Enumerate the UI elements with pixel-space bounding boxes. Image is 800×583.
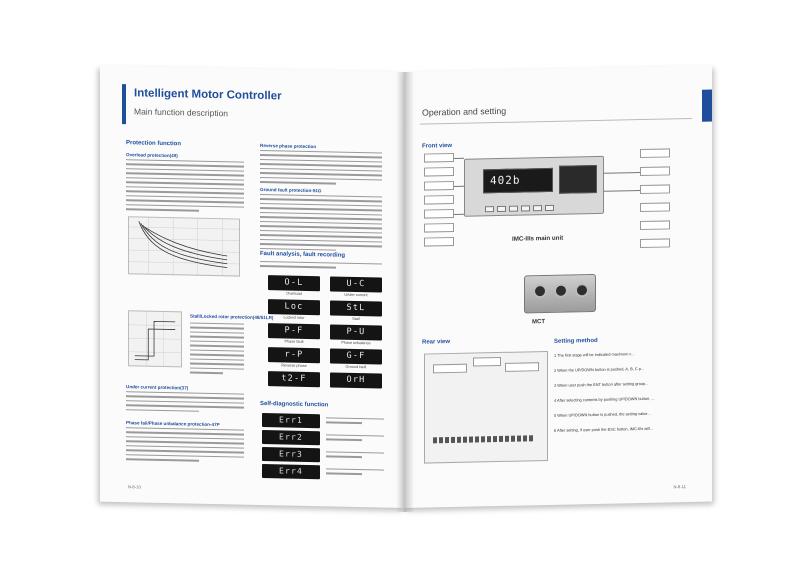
fault-code-caption: Reverse phase bbox=[281, 363, 307, 368]
setting-step: 3 When user push the ENT button after setting group... bbox=[554, 380, 649, 388]
callout-label bbox=[433, 364, 467, 374]
mct-label: MCT bbox=[532, 319, 545, 326]
fault-code-caption: Phase unbalance bbox=[341, 340, 371, 346]
callout-label bbox=[640, 238, 670, 248]
callout-label bbox=[424, 153, 454, 163]
accent-bar bbox=[122, 84, 126, 124]
main-display bbox=[483, 168, 553, 193]
setting-step: 1 The first stage will be indicated maximum c... bbox=[554, 351, 635, 358]
section-heading: Fault analysis, fault recording bbox=[260, 250, 346, 259]
subsection-heading: Ground fault protection-51G bbox=[260, 186, 322, 194]
imc-main-unit-front bbox=[464, 156, 604, 217]
callout-label bbox=[640, 202, 670, 212]
fault-code-caption: Stall bbox=[352, 316, 360, 322]
body-text bbox=[190, 323, 244, 378]
mct-device bbox=[524, 274, 596, 314]
fault-code-caption bbox=[326, 388, 386, 389]
callout-label bbox=[640, 220, 670, 230]
fault-code-display: U-C bbox=[330, 276, 382, 292]
fault-code-caption: Under current bbox=[344, 292, 368, 298]
callout-label bbox=[424, 209, 454, 219]
section-heading: Rear view bbox=[422, 339, 451, 346]
display-value: 402b bbox=[490, 173, 521, 188]
callout-label bbox=[424, 237, 454, 247]
page-subtitle: Main function description bbox=[134, 106, 229, 119]
diagnostic-code-display: Err2 bbox=[262, 430, 320, 445]
callout-label bbox=[640, 184, 670, 194]
body-text bbox=[260, 261, 382, 273]
body-text bbox=[260, 150, 382, 188]
fault-code-display: OrH bbox=[330, 372, 382, 388]
terminal-block bbox=[433, 428, 535, 448]
mct-hole bbox=[575, 283, 589, 297]
fault-code-display: t2-F bbox=[268, 371, 320, 387]
setting-step: 5 When UP/DOWN button is pushed, the setting value... bbox=[554, 410, 651, 418]
indicator-panel bbox=[559, 165, 597, 194]
leader-line bbox=[454, 186, 464, 187]
front-buttons bbox=[485, 198, 557, 218]
fault-code-display: P-F bbox=[268, 323, 320, 339]
fault-code-caption bbox=[264, 387, 324, 388]
right-page bbox=[404, 66, 712, 508]
callout-label bbox=[640, 166, 670, 176]
fault-code-caption: Locked rotor bbox=[283, 315, 305, 320]
divider bbox=[420, 118, 692, 125]
fault-code-display: StL bbox=[330, 300, 382, 316]
fault-code-display: G-F bbox=[330, 348, 382, 364]
mct-hole bbox=[554, 284, 568, 298]
section-heading: Self-diagnostic function bbox=[260, 400, 329, 409]
page-title: Operation and setting bbox=[422, 105, 507, 118]
body-text bbox=[326, 417, 384, 427]
overload-curve-graph bbox=[128, 216, 240, 276]
leader-line bbox=[454, 214, 464, 215]
leader-line bbox=[454, 158, 464, 159]
callout-label bbox=[424, 167, 454, 177]
callout-label bbox=[640, 148, 670, 158]
diagnostic-code-display: Err1 bbox=[262, 413, 320, 428]
diagnostic-code-display: Err4 bbox=[262, 464, 320, 479]
mct-hole bbox=[533, 284, 547, 298]
callout-label bbox=[424, 223, 454, 233]
body-text bbox=[260, 194, 382, 255]
fault-code-display: Loc bbox=[268, 299, 320, 315]
rear-view-diagram bbox=[424, 351, 548, 464]
fault-display-grid bbox=[100, 66, 404, 72]
section-heading: Front view bbox=[422, 142, 453, 150]
body-text bbox=[126, 391, 244, 416]
callout-label bbox=[424, 181, 454, 191]
main-unit-label: IMC-IIIs main unit bbox=[512, 234, 564, 243]
body-text bbox=[126, 159, 244, 215]
subsection-heading: Stall/Locked rotor protection(48/51LR) bbox=[190, 313, 274, 321]
body-text bbox=[126, 427, 244, 465]
body-text bbox=[326, 468, 384, 478]
leader-line bbox=[604, 172, 640, 174]
setting-step: 6 After setting, if user push the ESC button, IMC-IIIs will... bbox=[554, 425, 654, 433]
accent-bar bbox=[702, 90, 712, 122]
fault-code-display: r-P bbox=[268, 347, 320, 363]
diagnostic-code-display: Err3 bbox=[262, 447, 320, 462]
subsection-heading: Reverse phase protection bbox=[260, 142, 317, 150]
subsection-heading: Overload protection(49) bbox=[126, 152, 178, 159]
callout-label bbox=[424, 195, 454, 205]
leader-line bbox=[604, 190, 640, 192]
subsection-heading: Phase fail/Phase unbalance protection-47P bbox=[126, 420, 220, 428]
booklet bbox=[100, 72, 712, 508]
diagnostic-display-list bbox=[100, 66, 404, 72]
stall-curve-graph bbox=[128, 310, 182, 367]
page-header bbox=[122, 84, 402, 130]
callout-label bbox=[505, 362, 539, 372]
subsection-heading: Under current protection(37) bbox=[126, 384, 189, 391]
section-heading: Setting method bbox=[554, 337, 598, 345]
fault-code-display: O-L bbox=[268, 275, 320, 291]
left-page bbox=[100, 66, 404, 508]
setting-step: 2 When the UP/DOWN button is pushed, A, B, C p... bbox=[554, 365, 645, 373]
callout-label bbox=[473, 357, 501, 367]
page-number: N-8-10 bbox=[128, 484, 141, 490]
section-heading: Protection function bbox=[126, 140, 181, 148]
fault-code-caption: Phase fault bbox=[284, 339, 304, 344]
body-text bbox=[326, 434, 384, 444]
page-title: Intelligent Motor Controller bbox=[134, 87, 282, 103]
page-number: N-8-11 bbox=[673, 484, 686, 490]
fault-code-caption: Ground fault bbox=[345, 364, 367, 370]
body-text bbox=[326, 451, 384, 461]
setting-steps bbox=[404, 66, 712, 72]
fault-code-display: P-U bbox=[330, 324, 382, 340]
setting-step: 4 After selecting contents by pushing UP/DOWN button, ... bbox=[554, 395, 655, 403]
fault-code-caption: Overload bbox=[286, 291, 302, 296]
